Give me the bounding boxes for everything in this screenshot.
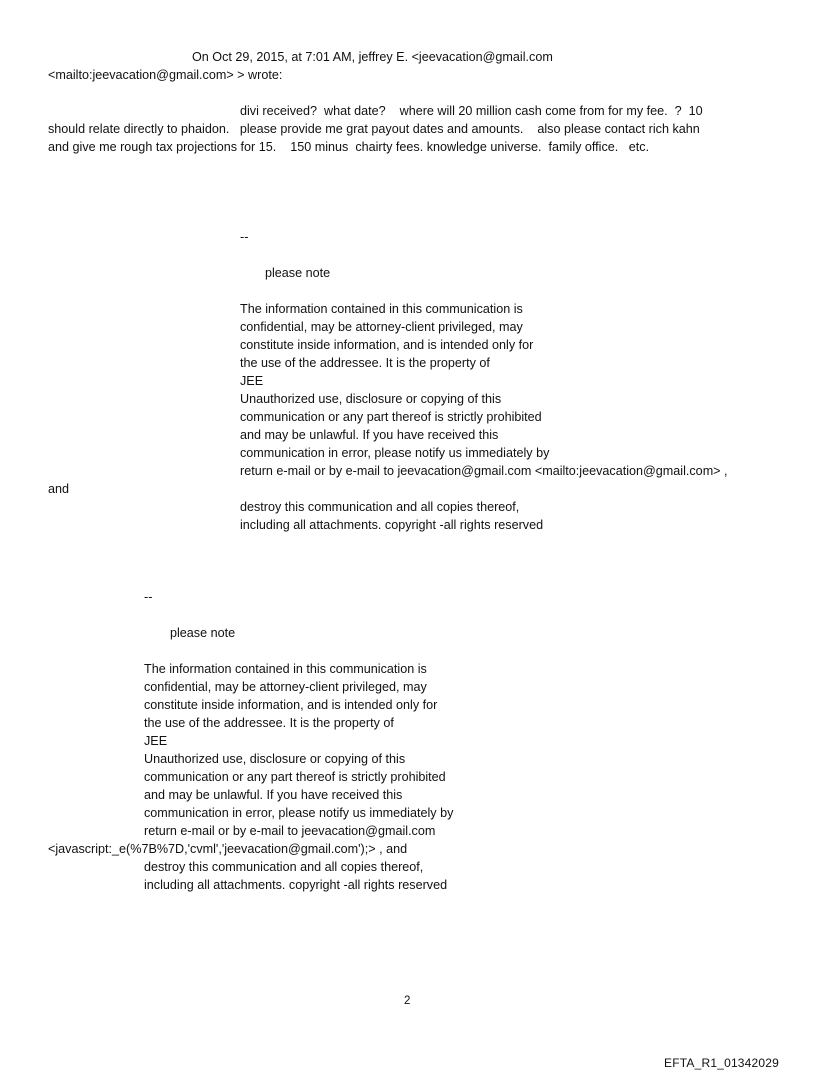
message-line-3: and give me rough tax projections for 15. 150 minus chairty fees. knowledge universe. family office. etc. — [48, 140, 650, 154]
disclaimer-line: the use of the addressee. It is the property of — [240, 356, 490, 370]
disclaimer-title: please note — [265, 266, 331, 280]
disclaimer-wrap-and: and — [48, 482, 70, 496]
disclaimer-line: communication or any part thereof is strictly prohibited — [144, 770, 446, 784]
disclaimer-line: communication in error, please notify us immediately by — [144, 806, 454, 820]
disclaimer-javascript-line: <javascript:_e(%7B%7D,'cvml','jeevacation@gmail.com');> , and — [48, 842, 408, 856]
email-header-line-1: On Oct 29, 2015, at 7:01 AM, jeffrey E. <jeevacation@gmail.com — [192, 50, 553, 64]
disclaimer-line: and may be unlawful. If you have received this — [144, 788, 403, 802]
disclaimer-line: The information contained in this communication is — [240, 302, 523, 316]
message-line-2: should relate directly to phaidon. please provide me grat payout dates and amounts. also please contact rich kahn — [48, 122, 700, 136]
disclaimer-line: destroy this communication and all copies thereof, — [144, 860, 424, 874]
disclaimer-line: confidential, may be attorney-client privileged, may — [144, 680, 427, 694]
message-line-1: divi received? what date? where will 20 million cash come from for my fee. ? 10 — [240, 104, 703, 118]
disclaimer-line: The information contained in this communication is — [144, 662, 427, 676]
disclaimer-line: including all attachments. copyright -all rights reserved — [144, 878, 448, 892]
signature-separator: -- — [240, 230, 249, 244]
signature-separator: -- — [144, 590, 153, 604]
email-header-line-2: <mailto:jeevacation@gmail.com> > wrote: — [48, 68, 283, 82]
disclaimer-line: constitute inside information, and is intended only for — [144, 698, 438, 712]
disclaimer-line: destroy this communication and all copies thereof, — [240, 500, 520, 514]
disclaimer-line: JEE — [144, 734, 168, 748]
disclaimer-line: return e-mail or by e-mail to jeevacation@gmail.com <mailto:jeevacation@gmail.com> , — [240, 464, 728, 478]
disclaimer-line: including all attachments. copyright -all rights reserved — [240, 518, 544, 532]
disclaimer-title: please note — [170, 626, 236, 640]
disclaimer-line: the use of the addressee. It is the property of — [144, 716, 394, 730]
disclaimer-line: communication or any part thereof is strictly prohibited — [240, 410, 542, 424]
disclaimer-line: return e-mail or by e-mail to jeevacation@gmail.com — [144, 824, 436, 838]
disclaimer-line: communication in error, please notify us immediately by — [240, 446, 550, 460]
disclaimer-line: Unauthorized use, disclosure or copying of this — [144, 752, 406, 766]
disclaimer-line: and may be unlawful. If you have received this — [240, 428, 499, 442]
page-number: 2 — [404, 995, 411, 1007]
disclaimer-line: constitute inside information, and is intended only for — [240, 338, 534, 352]
bates-number: EFTA_R1_01342029 — [664, 1056, 780, 1070]
disclaimer-line: Unauthorized use, disclosure or copying of this — [240, 392, 502, 406]
disclaimer-line: confidential, may be attorney-client privileged, may — [240, 320, 523, 334]
disclaimer-line: JEE — [240, 374, 264, 388]
